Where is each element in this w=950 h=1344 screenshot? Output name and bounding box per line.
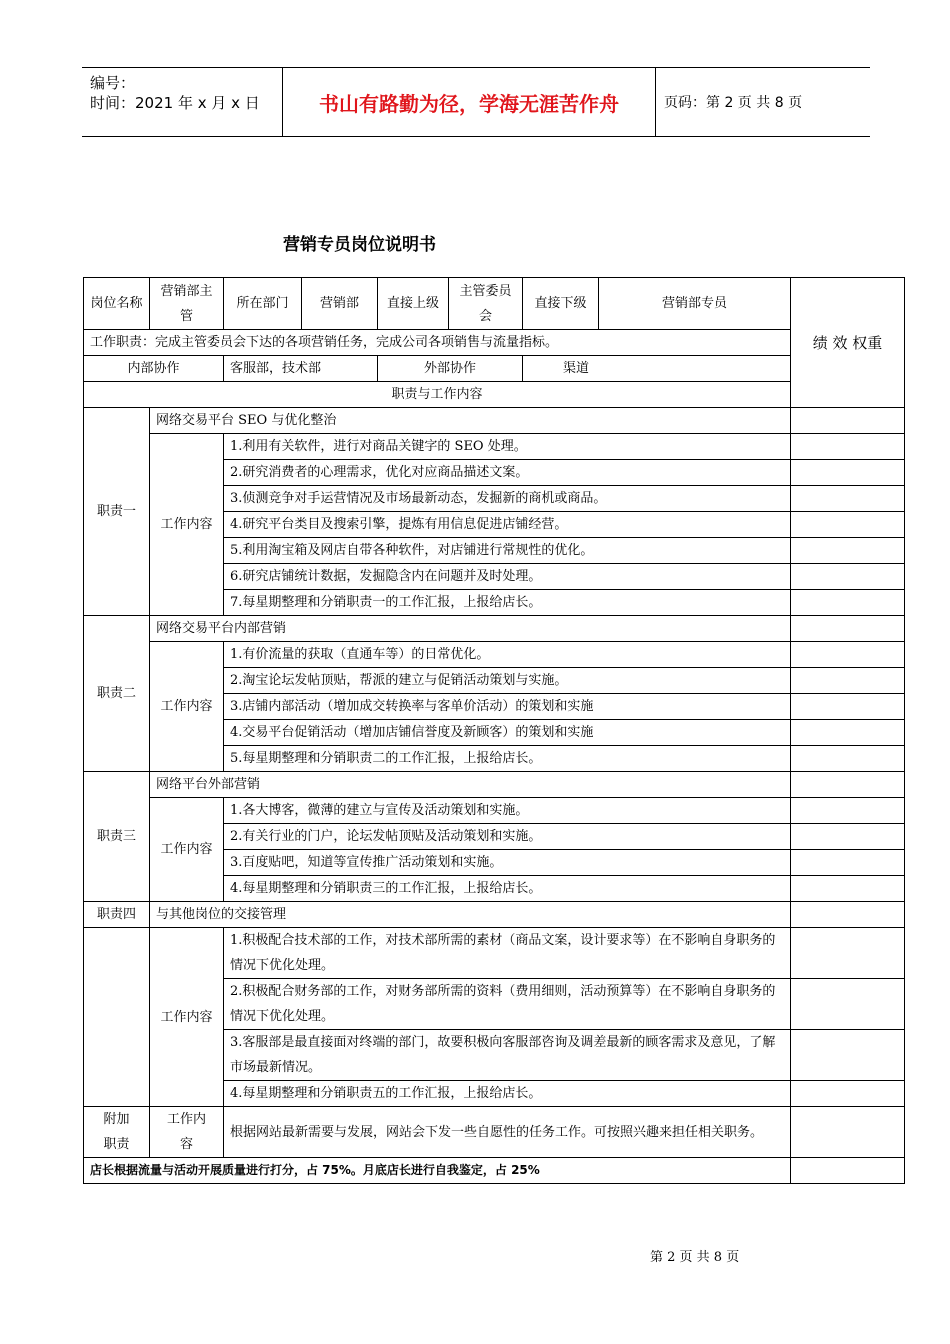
weight-cell [791, 512, 905, 538]
additional-text: 根据网站最新需要与发展，网站会下发一些自愿性的任务工作。可按照兴趣来担任相关职务。 [224, 1107, 791, 1158]
weight-cell [791, 720, 905, 746]
duty-item-row [84, 434, 905, 460]
weight-cell [791, 850, 905, 876]
duty-item: 4.每星期整理和分销职责三的工作汇报，上报给店长。 [224, 876, 791, 902]
weight-label: 绩 效 权重 [791, 278, 905, 408]
evaluation-text: 店长根据流量与活动开展质量进行打分，占 75%。月底店长进行自我鉴定，占 25% [84, 1158, 791, 1184]
duty-item: 4.交易平台促销活动（增加店铺信誉度及新顾客）的策划和实施 [224, 720, 791, 746]
weight-cell [791, 876, 905, 902]
time-label: 时间：2021 年 x 月 x 日 [90, 94, 260, 112]
page-header [82, 67, 870, 137]
duty-item: 5.每星期整理和分销职责二的工作汇报，上报给店长。 [224, 746, 791, 772]
weight-cell [791, 616, 905, 642]
internal-label: 内部协作 [84, 356, 224, 382]
job-duty-text: 工作职责：完成主管委员会下达的各项营销任务，完成公司各项销售与流量指标。 [84, 330, 791, 356]
weight-cell [791, 642, 905, 668]
additional-content-label: 工作内容 [150, 1107, 224, 1158]
empty-label-cell [84, 928, 150, 1107]
weight-cell [791, 538, 905, 564]
duty-item-row [84, 642, 905, 668]
duty-item: 4.每星期整理和分销职责五的工作汇报，上报给店长。 [224, 1081, 791, 1107]
duty-label: 职责四 [84, 902, 150, 928]
superior-label: 直接上级 [378, 278, 449, 330]
job-description-table [83, 277, 905, 1184]
weight-cell [791, 1158, 905, 1184]
weight-cell [791, 824, 905, 850]
duty-item: 1.有价流量的获取（直通车等）的日常优化。 [224, 642, 791, 668]
weight-cell [791, 1030, 905, 1081]
duty-title: 网络平台外部营销 [150, 772, 791, 798]
number-label: 编号： [90, 74, 136, 92]
duty-item: 1.积极配合技术部的工作，对技术部所需的素材（商品文案，设计要求等）在不影响自身职务的情况下优化处理。 [224, 928, 791, 979]
page-footer: 第 2 页 共 8 页 [650, 1250, 740, 1265]
duty-item-row [84, 928, 905, 979]
evaluation-row [84, 1158, 905, 1184]
duty-title-row [84, 408, 905, 434]
duty-item: 2.研究消费者的心理需求，优化对应商品描述文案。 [224, 460, 791, 486]
duty-item: 1.各大博客，微薄的建立与宣传及活动策划和实施。 [224, 798, 791, 824]
weight-cell [791, 979, 905, 1030]
header-meta [82, 68, 282, 136]
duty-title: 网络交易平台 SEO 与优化整治 [150, 408, 791, 434]
position-label: 岗位名称 [84, 278, 150, 330]
weight-cell [791, 668, 905, 694]
dept-value: 营销部 [302, 278, 378, 330]
duty-item: 2.有关行业的门户，论坛发帖顶贴及活动策划和实施。 [224, 824, 791, 850]
duty-item-row [84, 798, 905, 824]
section-heading-row [84, 382, 905, 408]
weight-cell [791, 746, 905, 772]
weight-cell [791, 590, 905, 616]
dept-label: 所在部门 [224, 278, 302, 330]
work-content-label: 工作内容 [150, 798, 224, 902]
weight-cell [791, 694, 905, 720]
work-content-label: 工作内容 [150, 642, 224, 772]
weight-cell [791, 798, 905, 824]
duty-item: 2.积极配合财务部的工作，对财务部所需的资料（费用细则，活动预算等）在不影响自身职务的情况下优化处理。 [224, 979, 791, 1030]
motto: 书山有路勤为径，学海无涯苦作舟 [282, 68, 656, 136]
weight-cell [791, 902, 905, 928]
duty-title: 与其他岗位的交接管理 [150, 902, 791, 928]
position-value: 营销部主管 [150, 278, 224, 330]
internal-value: 客服部，技术部 [224, 356, 378, 382]
duty-item: 3.侦测竞争对手运营情况及市场最新动态，发掘新的商机或商品。 [224, 486, 791, 512]
weight-cell [791, 928, 905, 979]
duty-item: 7.每星期整理和分销职责一的工作汇报，上报给店长。 [224, 590, 791, 616]
duty-label: 职责二 [84, 616, 150, 772]
page-label: 页码：第 2 页 共 8 页 [664, 95, 803, 111]
duty-label: 职责三 [84, 772, 150, 902]
duty-item: 3.百度贴吧，知道等宣传推广活动策划和实施。 [224, 850, 791, 876]
duty-title-row [84, 902, 905, 928]
external-label: 外部协作 [378, 356, 523, 382]
weight-cell [791, 434, 905, 460]
duty-item: 2.淘宝论坛发帖顶贴，帮派的建立与促销活动策划与实施。 [224, 668, 791, 694]
duty-item: 3.店铺内部活动（增加成交转换率与客单价活动）的策划和实施 [224, 694, 791, 720]
info-row [84, 278, 905, 330]
duty-title-row [84, 616, 905, 642]
weight-cell [791, 408, 905, 434]
superior-value: 主管委员会 [449, 278, 523, 330]
subordinate-value: 营销部专员 [599, 278, 791, 330]
weight-cell [791, 1081, 905, 1107]
work-content-label: 工作内容 [150, 434, 224, 616]
duty-title: 网络交易平台内部营销 [150, 616, 791, 642]
work-content-label: 工作内容 [150, 928, 224, 1107]
duty-item: 6.研究店铺统计数据，发掘隐含内在问题并及时处理。 [224, 564, 791, 590]
collaboration-row [84, 356, 905, 382]
duty-title-row [84, 772, 905, 798]
additional-duty-row [84, 1107, 905, 1158]
weight-cell [791, 564, 905, 590]
weight-cell [791, 486, 905, 512]
document-title: 营销专员岗位说明书 [283, 235, 436, 255]
duty-item: 4.研究平台类目及搜索引擎，提炼有用信息促进店铺经营。 [224, 512, 791, 538]
duty-item: 1.利用有关软件，进行对商品关键字的 SEO 处理。 [224, 434, 791, 460]
weight-cell [791, 1107, 905, 1158]
weight-cell [791, 460, 905, 486]
job-duty-row [84, 330, 905, 356]
section-heading: 职责与工作内容 [84, 382, 791, 408]
external-value: 渠道 [523, 356, 791, 382]
duty-item: 5.利用淘宝箱及网店自带各种软件，对店铺进行常规性的优化。 [224, 538, 791, 564]
duty-label: 职责一 [84, 408, 150, 616]
duty-item: 3.客服部是最直接面对终端的部门，故要积极向客服部咨询及调差最新的顾客需求及意见，了解市场最新情况。 [224, 1030, 791, 1081]
weight-cell [791, 772, 905, 798]
additional-label: 附加职责 [84, 1107, 150, 1158]
subordinate-label: 直接下级 [523, 278, 599, 330]
